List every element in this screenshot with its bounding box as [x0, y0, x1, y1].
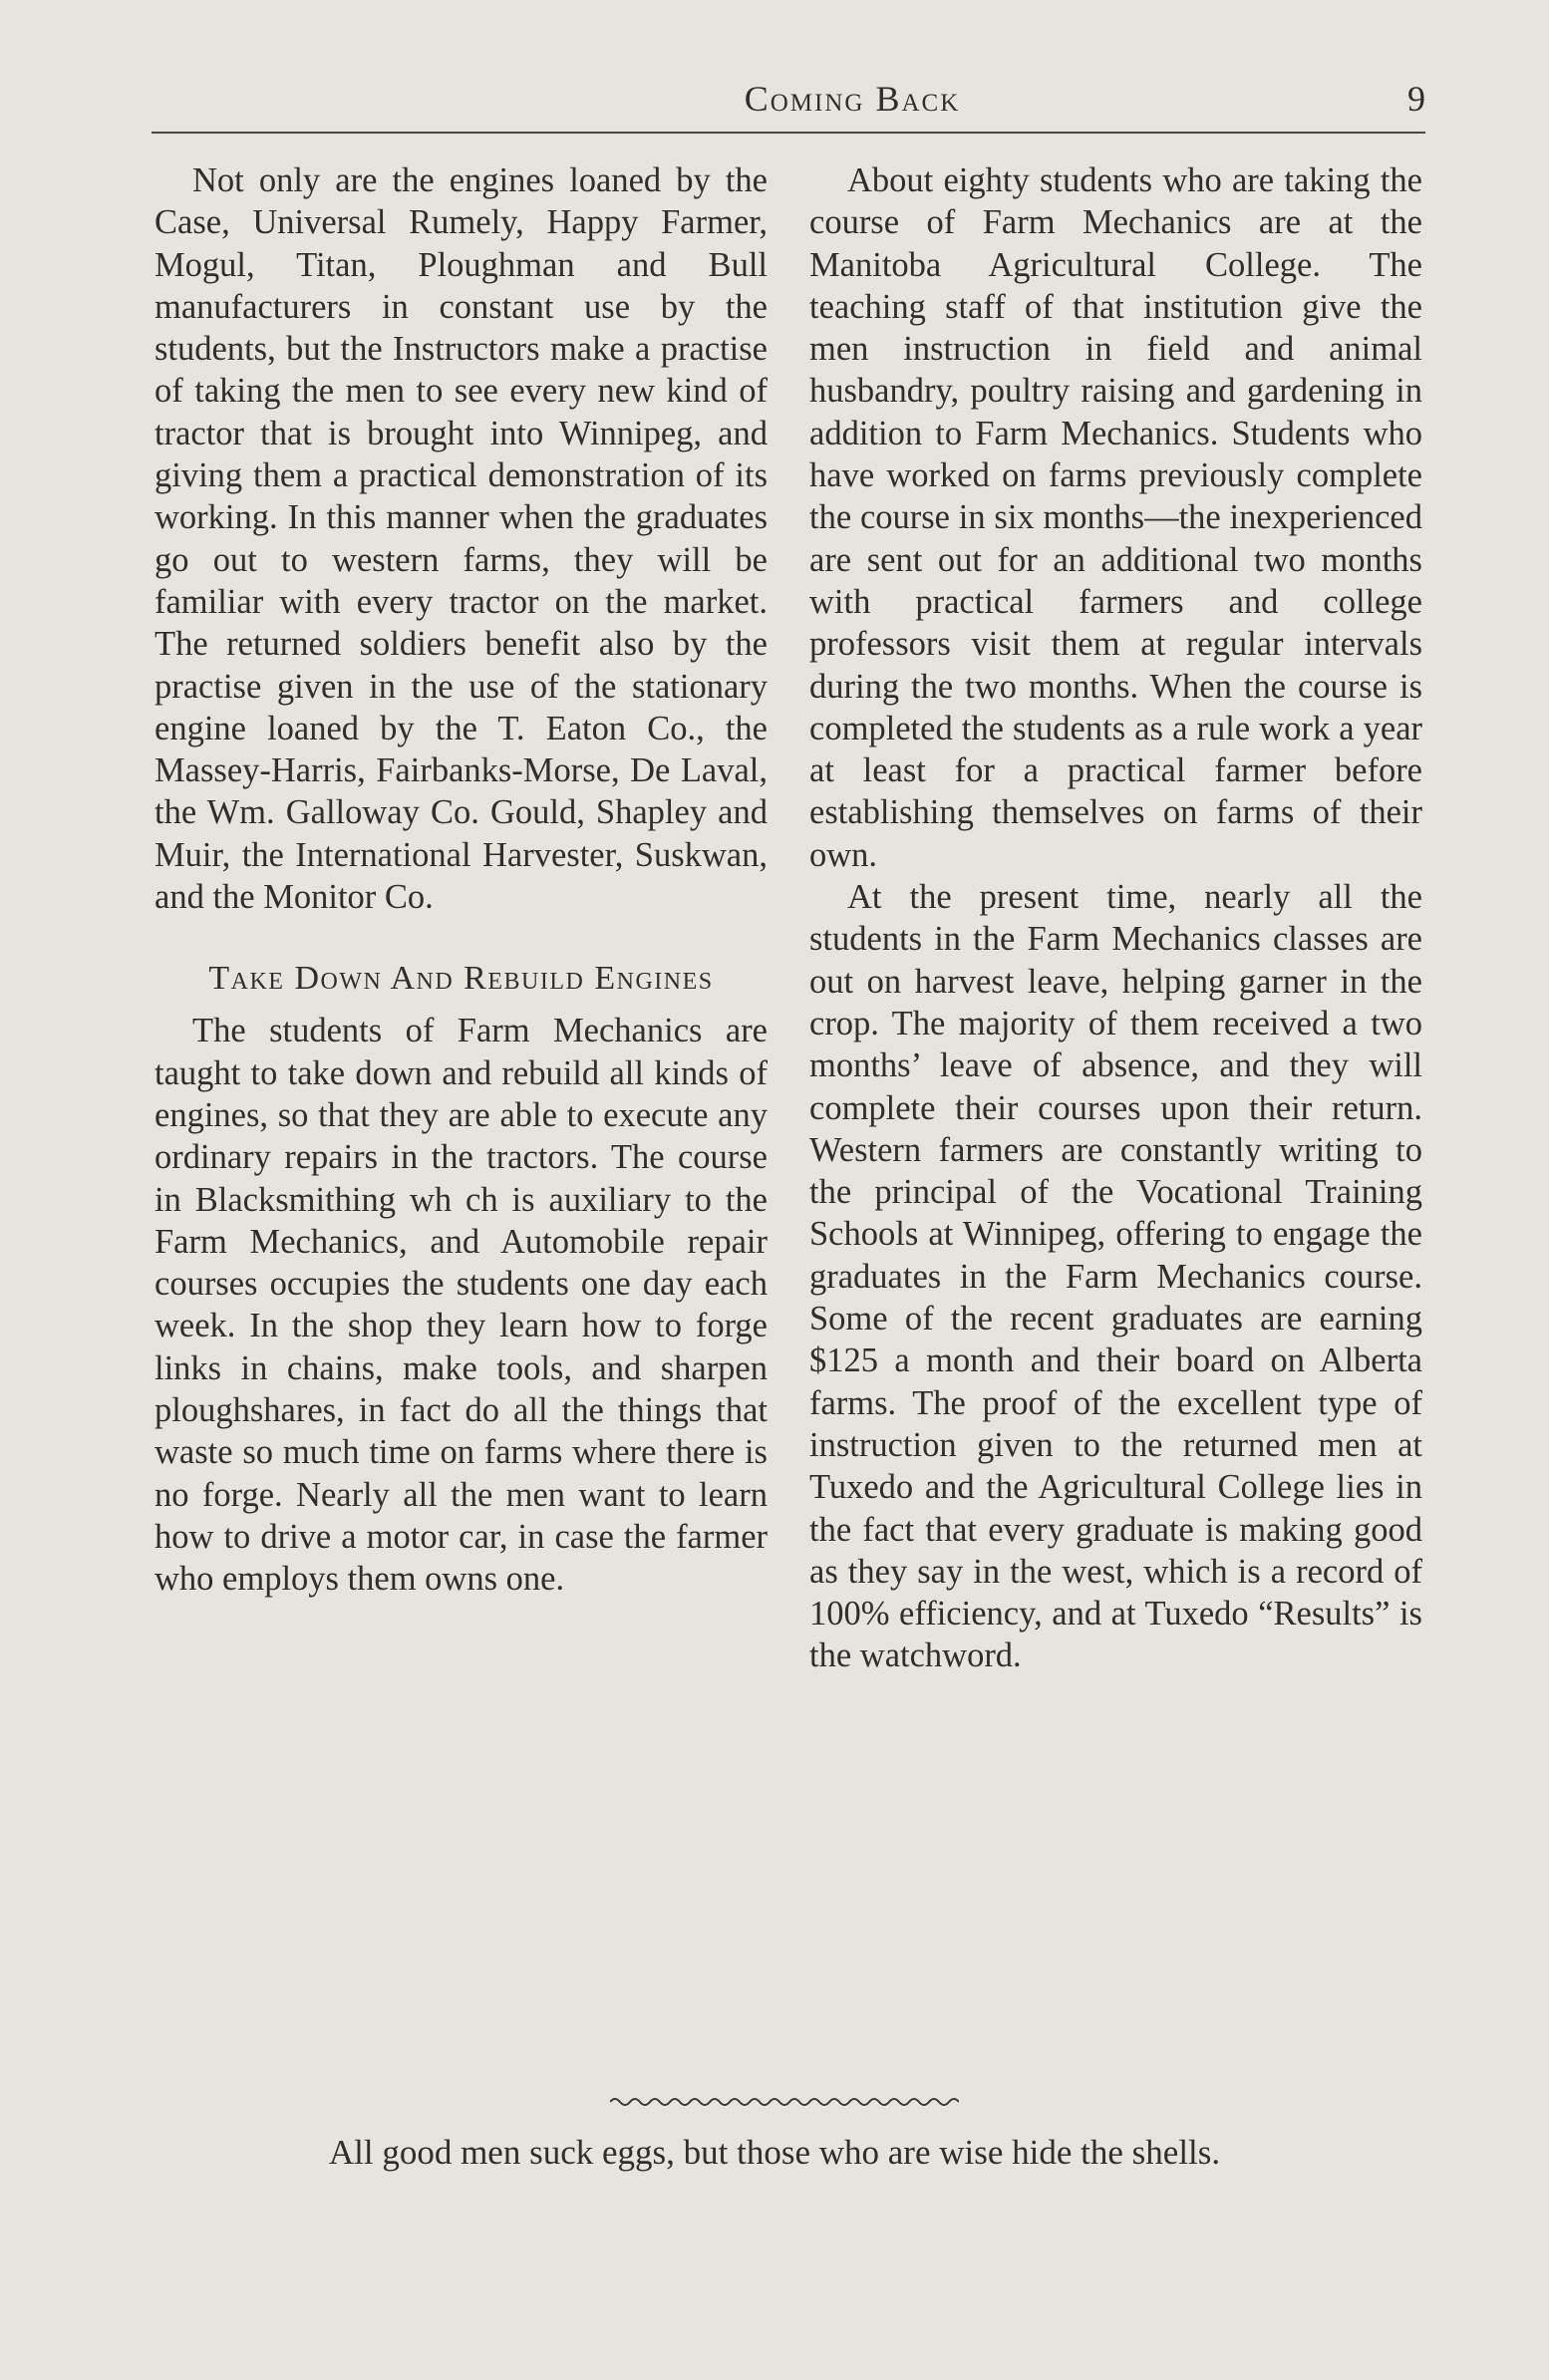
- right-column: [809, 159, 1422, 1677]
- running-head: [155, 72, 1425, 132]
- page-number: 9: [1407, 79, 1425, 119]
- running-title: Coming Back: [744, 79, 961, 119]
- left-paragraph-1: Not only are the engines loaned by the Case, Universal Rumely, Happy Farmer, Mogul, Titan, Ploughman and Bull manufacturers in constant use by the students, but the Instructors make a practise of taking the men to see every new kind of tractor that is brought into Winnipeg, and giving them a practical demonstration of its working. In this manner when the graduates go out to western farms, they will be familiar with every tractor on the market. The returned soldiers benefit also by the practise given in the use of the stationary engine loaned by the T. Eaton Co., the Massey-Harris, Fairbanks-Morse, De Laval, the Wm. Galloway Co. Gould, Shapley and Muir, the International Harvester, Suskwan, and the Monitor Co.: [155, 161, 768, 917]
- section-heading: Take Down And Rebuild Engines: [208, 960, 714, 998]
- footer-motto: All good men suck eggs, but those who are wise hide the shells.: [328, 2133, 1221, 2172]
- left-column: [155, 159, 768, 1601]
- right-paragraph-2: At the present time, nearly all the students in the Farm Mechanics classes are out on harvest leave, helping garner in the crop. The majority of them received a two months’ leave of absence, and they will complete their courses upon their return. Western farmers are constantly writing to the principal of the Vocational Training Schools at Winnipeg, offering to engage the graduates in the Farm Mechanics course. Some of the recent graduates are earning $125 a month and their board on Alberta farms. The proof of the excellent type of instruction given to the returned men at Tuxedo and the Agricultural College lies in the fact that every graduate is making good as they say in the west, which is a record of 100% efficiency, and at Tuxedo “Results” is the watchword.: [809, 878, 1422, 1675]
- right-paragraph-1: About eighty students who are taking the course of Farm Mechanics are at the Manitoba Agricultural College. The teaching staff of that institution give the men instruction in field and animal husbandry, poultry raising and gardening in addition to Farm Mechanics. Students who have worked on farms previously complete the course in six months—the inexperienced are sent out for an additional two months with practical farmers and college professors visit them at regular intervals during the two months. When the course is completed the students as a rule work a year at least for a practical farmer before establishing themselves on farms of their own.: [809, 161, 1422, 874]
- left-paragraph-2: The students of Farm Mechanics are taught to take down and rebuild all kinds of engines, so that they are able to execute any ordinary repairs in the tractors. The course in Blacksmithing wh ch is auxiliary to the Farm Mechanics, and Automobile repair courses occupies the students one day each week. In the shop they learn how to forge links in chains, make tools, and sharpen ploughshares, in fact do all the things that waste so much time on farms where there is no forge. Nearly all the men want to learn how to drive a motor car, in case the farmer who employs them owns one.: [155, 1012, 768, 1599]
- wavy-divider-ornament: [610, 2095, 959, 2109]
- header-rule: [152, 132, 1425, 134]
